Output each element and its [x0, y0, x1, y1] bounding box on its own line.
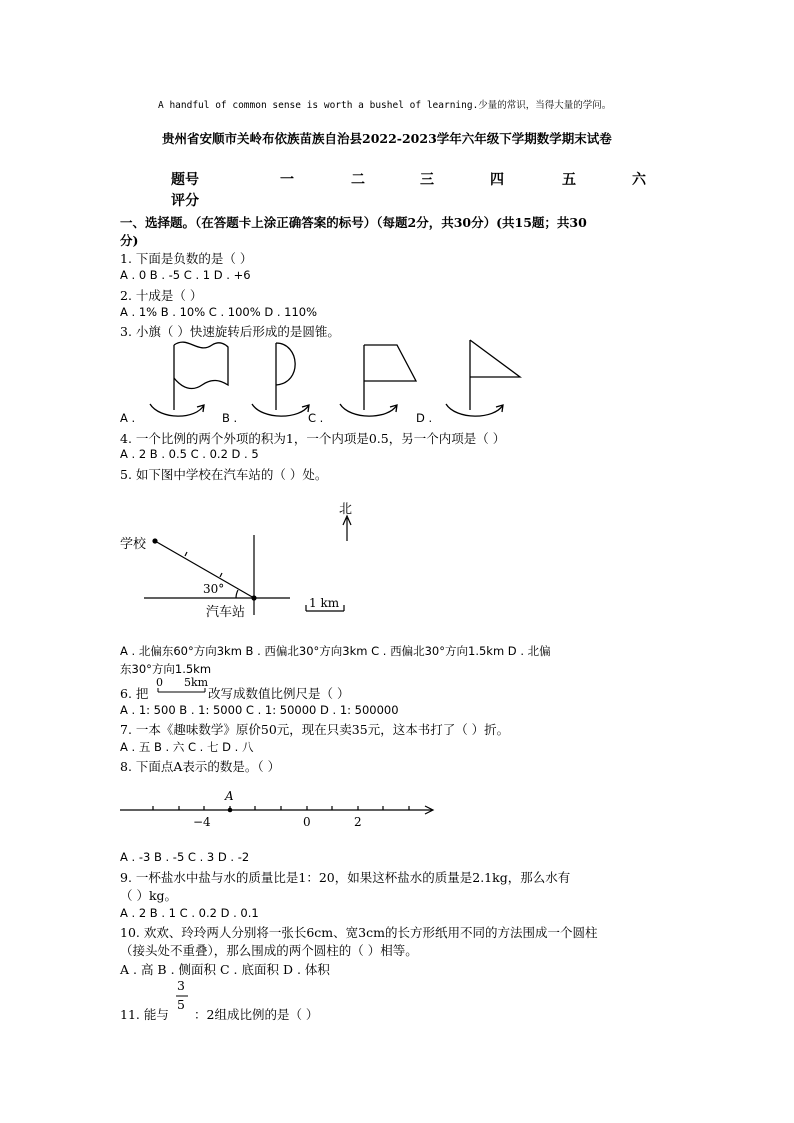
point-a-label: A [225, 789, 234, 803]
q6-scale-zero: 0 [156, 676, 163, 689]
q3-option-a: A . [120, 411, 136, 425]
q6-options: A . 1: 500 B . 1: 5000 C . 1: 50000 D . 1: 500000 [120, 703, 399, 717]
q11-frac-denominator: 5 [177, 997, 185, 1012]
score-col-3: 三 [420, 172, 434, 188]
q3-option-d: D . [416, 411, 433, 425]
score-col-4: 四 [490, 172, 504, 188]
north-label: 北 [339, 502, 353, 517]
q2-stem: 2. 十成是（ ） [120, 288, 203, 303]
q5-options-cont: 东30°方向1.5km [120, 662, 212, 676]
score-col-2: 二 [351, 172, 365, 188]
q3-option-c: C . [308, 411, 324, 425]
school-label: 学校 [120, 537, 147, 552]
angle-label: 30° [203, 582, 225, 596]
station-label: 汽车站 [206, 605, 246, 620]
q10-options: A . 高 B . 侧面积 C . 底面积 D . 体积 [120, 962, 330, 977]
q4-stem: 4. 一个比例的两个外项的积为1，一个内项是0.5，另一个内项是（ ） [120, 431, 506, 446]
q3-option-b: B . [222, 411, 238, 425]
q6-prefix: 6. 把 [120, 686, 149, 701]
q5-options: A . 北偏东60°方向3km B . 西偏北30°方向3km C . 西偏北30°方向1.5km D . 北偏 [120, 644, 551, 658]
exam-title: 贵州省安顺市关岭布依族苗族自治县2022-2023学年六年级下学期数学期末试卷 [162, 131, 612, 146]
q9-options: A . 2 B . 1 C . 0.2 D . 0.1 [120, 906, 259, 920]
q10-stem-cont: （接头处不重叠），那么围成的两个圆柱的（ ）相等。 [120, 943, 418, 958]
q10-stem: 10. 欢欢、玲玲两人分别将一张长6cm、宽3cm的长方形纸用不同的方法围成一个圆柱 [120, 925, 598, 940]
score-row2-label: 评分 [171, 193, 199, 209]
q1-options: A . 0 B . -5 C . 1 D . +6 [120, 268, 251, 282]
section-1-heading: 一、选择题。（在答题卡上涂正确答案的标号）（每题2分，共30分）(共15题；共30 [120, 215, 587, 230]
q7-options: A . 五 B . 六 C . 七 D . 八 [120, 740, 254, 754]
scale-label: 1 km [309, 596, 340, 610]
score-col-5: 五 [562, 172, 576, 188]
tick-label-2: 2 [354, 815, 362, 829]
q9-stem-cont: （ ）kg。 [120, 888, 178, 903]
q4-options: A . 2 B . 0.5 C . 0.2 D . 5 [120, 447, 259, 461]
q5-stem: 5. 如下图中学校在汽车站的（ ）处。 [120, 467, 328, 482]
section-1-heading-cont: 分) [120, 233, 139, 248]
q2-options: A . 1% B . 10% C . 100% D . 110% [120, 305, 318, 319]
q11-frac-numerator: 3 [177, 978, 185, 993]
tick-label-neg4: −4 [193, 815, 211, 829]
q3-stem: 3. 小旗（ ）快速旋转后形成的是圆锥。 [120, 324, 340, 339]
q11-suffix: ：2组成比例的是（ ） [194, 1007, 319, 1022]
q11-prefix: 11. 能与 [120, 1007, 169, 1022]
q8-stem: 8. 下面点A表示的数是。（ ） [120, 759, 281, 774]
q9-stem: 9. 一杯盐水中盐与水的质量比是1：20，如果这杯盐水的质量是2.1kg，那么水有 [120, 870, 571, 885]
score-col-1: 一 [280, 172, 294, 188]
q8-options: A . -3 B . -5 C . 3 D . -2 [120, 850, 250, 864]
q6-scale-value: 5km [184, 676, 209, 689]
q7-stem: 7. 一本《趣味数学》原价50元，现在只卖35元，这本书打了（ ）折。 [120, 722, 510, 737]
q1-stem: 1. 下面是负数的是（ ） [120, 251, 253, 266]
motto: A handful of common sense is worth a bushel of learning.少量的常识，当得大量的学问。 [158, 100, 612, 111]
score-row-label: 题号 [171, 172, 199, 188]
q6-suffix: 改写成数值比例尺是（ ） [208, 686, 350, 701]
tick-label-0: 0 [303, 815, 311, 829]
score-col-6: 六 [632, 172, 646, 188]
